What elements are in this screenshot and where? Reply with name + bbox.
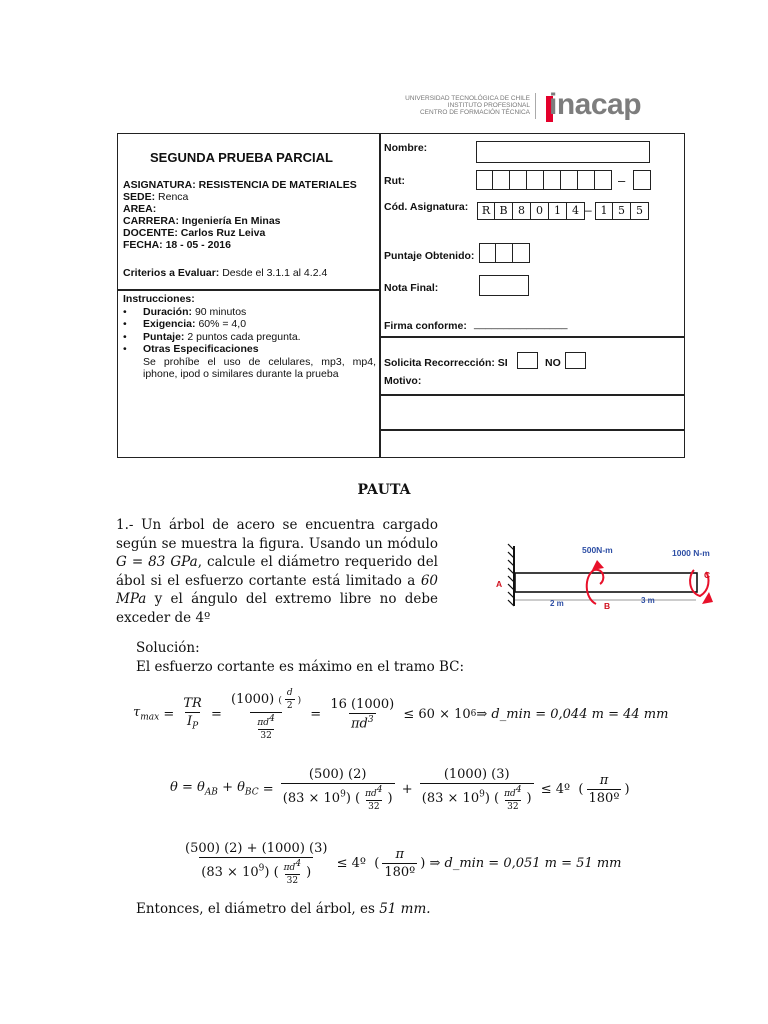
torque-b-label: 500N-m [582, 545, 613, 555]
torque-b-arrowhead-icon [592, 560, 604, 570]
rut-field[interactable] [476, 170, 612, 190]
final-value: 51 mm. [379, 901, 431, 917]
criterios-value: Desde el 3.1.1 al 4.2.4 [222, 267, 328, 279]
bullet-icon: • [123, 318, 127, 330]
cod-digit: 1 [549, 202, 567, 220]
nota-final-label: Nota Final: [384, 282, 439, 294]
instr-otras-label: Otras Especificaciones [143, 343, 259, 355]
no-checkbox[interactable] [565, 352, 586, 369]
question-1-part-a: 1.- Un árbol de acero se encuentra cargado según se muestra la figura. Usando un módulo [116, 517, 438, 552]
instructions-block [123, 293, 376, 381]
rut-digit-cell[interactable] [544, 170, 561, 190]
firma-label: Firma conforme: [384, 320, 467, 332]
logo-line-2: INSTITUTO PROFESIONAL [447, 102, 530, 109]
torque-c-label: 1000 N-m [672, 548, 710, 558]
logo-line-1: UNIVERSIDAD TECNOLÓGICA DE CHILE [405, 95, 530, 102]
docente-line: DOCENTE: Carlos Ruz Leiva [123, 227, 266, 239]
length-ab-label: 2 m [550, 599, 564, 608]
cod-asignatura-label: Cód. Asignatura: [384, 201, 469, 213]
instr-puntaje [123, 331, 376, 344]
criterios-line [123, 267, 327, 279]
nota-final-field[interactable] [479, 275, 529, 296]
cod-digit: 0 [531, 202, 549, 220]
header-divider-vertical [379, 133, 381, 458]
question-1-text [116, 516, 438, 627]
pauta-title: PAUTA [357, 482, 411, 498]
puntaje-cell[interactable] [496, 243, 513, 263]
point-b-label: B [604, 601, 611, 611]
point-c-label: C [704, 570, 711, 580]
modulus-expr: G = 83 GPa [116, 554, 198, 570]
instr-puntaje-value: 2 puntos cada pregunta. [187, 330, 301, 343]
header-divider-right-1 [380, 336, 685, 338]
instr-exigencia-value: 60% = 4,0 [198, 318, 247, 330]
rut-digit-cell[interactable] [578, 170, 595, 190]
exam-title: SEGUNDA PRUEBA PARCIAL [150, 150, 333, 165]
equation-twist-angle: $\theta = \theta_{AB} + \theta_{BC}$ = (500) (2) $(83 \times 10^9)$ ( $\frac{\pi d^4}{32}$ ) + (1000) (3) $(83 \times 10^9)$ ( $\frac{\pi d^4}{32}$ ) ≤ 4º ( $\frac{\pi}{\text{180º}}$ ) [170, 766, 630, 812]
final-text: Entonces, el diámetro del árbol, es [136, 901, 375, 917]
cod-section-field [595, 202, 649, 220]
length-bc-label: 3 m [641, 596, 655, 605]
cod-digit: 1 [595, 202, 613, 220]
motivo-label: Motivo: [384, 375, 422, 387]
equation-shear-stress: $\tau_{max}$ = $\frac{TR}{I_P}$ = (1000) ( $\frac{d}{2}$ ) $\frac{\pi d^4}{32}$ = $\frac{16 (1000)}{\pi d^3}$ ≤ 60 × 10 6 ⇒ d_min = 0,044 m = 44 mm [133, 687, 669, 741]
instr-duracion [123, 306, 376, 319]
cod-digit: 8 [513, 202, 531, 220]
cod-digit: B [495, 202, 513, 220]
sede-value: Renca [158, 191, 189, 203]
logo-divider [535, 93, 536, 119]
puntaje-cell[interactable] [479, 243, 496, 263]
course-info [123, 179, 357, 251]
result-1: d_min = 0,044 m = 44 mm [491, 706, 669, 722]
header-divider-left [117, 289, 380, 291]
rut-label: Rut: [384, 175, 405, 187]
puntaje-cell[interactable] [513, 243, 530, 263]
point-a-label: A [496, 579, 503, 589]
no-label: NO [545, 357, 561, 369]
nombre-label: Nombre: [384, 142, 428, 154]
cod-digit: 4 [567, 202, 585, 220]
carrera-line: CARRERA: Ingeniería En Minas [123, 215, 281, 227]
rut-digit-cell[interactable] [493, 170, 510, 190]
bullet-icon: • [123, 305, 127, 318]
sede-line [123, 191, 357, 203]
solution-line-1: El esfuerzo cortante es máximo en el tramo BC: [136, 659, 465, 675]
fecha-line: FECHA: 18 - 05 - 2016 [123, 239, 231, 251]
header-divider-right-3 [380, 429, 685, 431]
instr-puntaje-label: Puntaje: [143, 330, 185, 343]
instr-exigencia [123, 318, 376, 331]
asignatura-line: ASIGNATURA: RESISTENCIA DE MATERIALES [123, 179, 357, 191]
nombre-field[interactable] [476, 141, 650, 163]
cod-digit: 5 [613, 202, 631, 220]
rut-digit-cell[interactable] [527, 170, 544, 190]
rut-digit-cell[interactable] [476, 170, 493, 190]
rut-digit-cell[interactable] [595, 170, 612, 190]
instr-otras [123, 343, 376, 356]
rut-digit-cell[interactable] [510, 170, 527, 190]
si-checkbox[interactable] [517, 352, 538, 369]
rut-verifier-field[interactable] [633, 170, 651, 190]
sede-label: SEDE: [123, 191, 156, 203]
shaft-figure [488, 540, 728, 624]
solicita-label: Solicita Recorrección: SI [384, 357, 508, 369]
cod-digit: 5 [631, 202, 649, 220]
equation-diameter: (500) (2) + (1000) (3) $(83 \times 10^9)$ ( $\frac{\pi d^4}{32}$ ) ≤ 4º ( $\frac{\pi}{\text{180º}}$ ) ⇒ d_min = 0,051 m = 51 mm [185, 840, 622, 886]
cod-asignatura-field [477, 202, 585, 220]
bullet-icon: • [123, 343, 127, 355]
cod-digit: R [477, 202, 495, 220]
instr-otras-text: Se prohíbe el uso de celulares, mp3, mp4, iphone, ipod o similares durante la prueba [143, 355, 376, 380]
instr-duracion-label: Duración: [143, 305, 193, 318]
rut-dash: – [618, 173, 626, 188]
angle-expr: 4º [195, 609, 211, 626]
puntaje-field[interactable] [479, 243, 530, 263]
question-1-part-b: , calcule el diámetro requerido del ábol si el esfuerzo cortante está limitado a [116, 554, 438, 589]
solution-heading: Solución: [136, 640, 200, 656]
logo-line-3: CENTRO DE FORMACIÓN TÉCNICA [419, 109, 530, 116]
instr-duracion-value: 90 minutos [194, 305, 247, 318]
bullet-icon: • [123, 330, 127, 343]
instr-exigencia-label: Exigencia: [143, 318, 196, 330]
stress-expr: 60 MPa [116, 572, 438, 607]
firma-line: ________________ [474, 318, 568, 330]
rut-digit-cell[interactable] [561, 170, 578, 190]
criterios-label: Criterios a Evaluar: [123, 267, 220, 279]
final-answer [136, 901, 431, 917]
shaft-body [515, 573, 697, 592]
puntaje-label: Puntaje Obtenido: [384, 250, 475, 262]
question-1-part-c: y el ángulo del extremo libre no debe exceder de [116, 591, 439, 626]
result-2: d_min = 0,051 m = 51 mm [444, 855, 622, 871]
area-line: AREA: [123, 203, 157, 215]
header-divider-right-2 [380, 394, 685, 396]
inacap-logo: inacap [549, 88, 642, 121]
instructions-title: Instrucciones: [123, 293, 195, 305]
cod-dash: – [585, 203, 592, 217]
university-lines [380, 95, 530, 116]
